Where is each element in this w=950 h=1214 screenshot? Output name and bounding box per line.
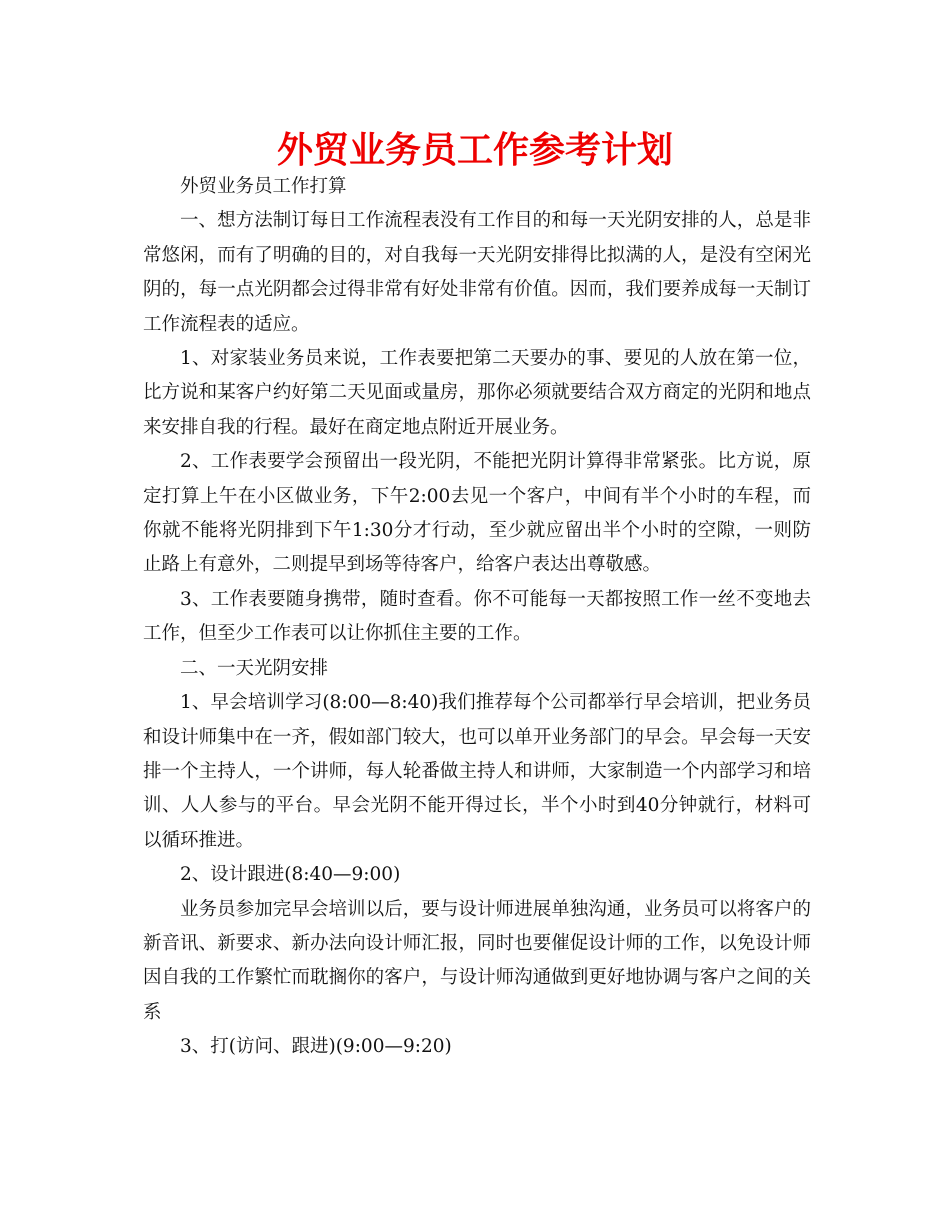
section-one-paragraph: 一、想方法制订每日工作流程表没有工作目的和每一天光阴安排的人，总是非常悠闲，而有了明确的目的，对自我每一天光阴安排得比拟满的人，是没有空闲光阴的，每一点光阴都会过得非常有好处非常有价值。因而，我们要养成每一天制订工作流程表的适应。 [143,210,811,335]
section-two-heading: 二、一天光阴安排 [180,657,329,679]
item-3-paragraph: 3、工作表要随身携带，随时查看。你不可能每一天都按照工作一丝不变地去工作，但至少工作表可以让你抓住主要的工作。 [143,588,811,645]
design-followup-paragraph: 业务员参加完早会培训以后，要与设计师进展单独沟通，业务员可以将客户的新音讯、新要求、新办法向设计师汇报，同时也要催促设计师的工作，以免设计师因自我的工作繁忙而耽搁你的客户，与设计师沟通做到更好地协调与客户之间的关系 [143,898,811,1023]
calls-heading: 3、打(访问、跟进)(9:00—9:20) [180,1036,452,1058]
document-title: 外贸业务员工作参考计划 [276,129,673,171]
subtitle-paragraph: 外贸业务员工作打算 [180,176,347,197]
item-2-paragraph: 2、工作表要学会预留出一段光阴，不能把光阴计算得非常紧张。比方说，原定打算上午在小区做业务，下午2:00去见一个客户，中间有半个小时的车程，而你就不能将光阴排到下午1:30分才行动，至少就应留出半个小时的空隙，一则防止路上有意外，二则提早到场等待客户，给客户表达出尊敬感。 [143,451,811,576]
design-followup-heading: 2、设计跟进(8:40—9:00) [180,864,401,886]
document-body [143,170,811,1065]
morning-meeting-paragraph: 1、早会培训学习(8:00—8:40)我们推荐每个公司都举行早会培训，把业务员和设计师集中在一齐，假如部门较大，也可以单开业务部门的早会。早会每一天安排一个主持人，一个讲师，每人轮番做主持人和讲师，大家制造一个内部学习和培训、人人参与的平台。早会光阴不能开得过长，半个小时到40分钟就行，材料可以循环推进。 [143,692,811,851]
item-1-paragraph: 1、对家装业务员来说，工作表要把第二天要办的事、要见的人放在第一位，比方说和某客户约好第二天见面或量房，那你必须就要结合双方商定的光阴和地点来安排自我的行程。最好在商定地点附近开展业务。 [143,348,811,438]
